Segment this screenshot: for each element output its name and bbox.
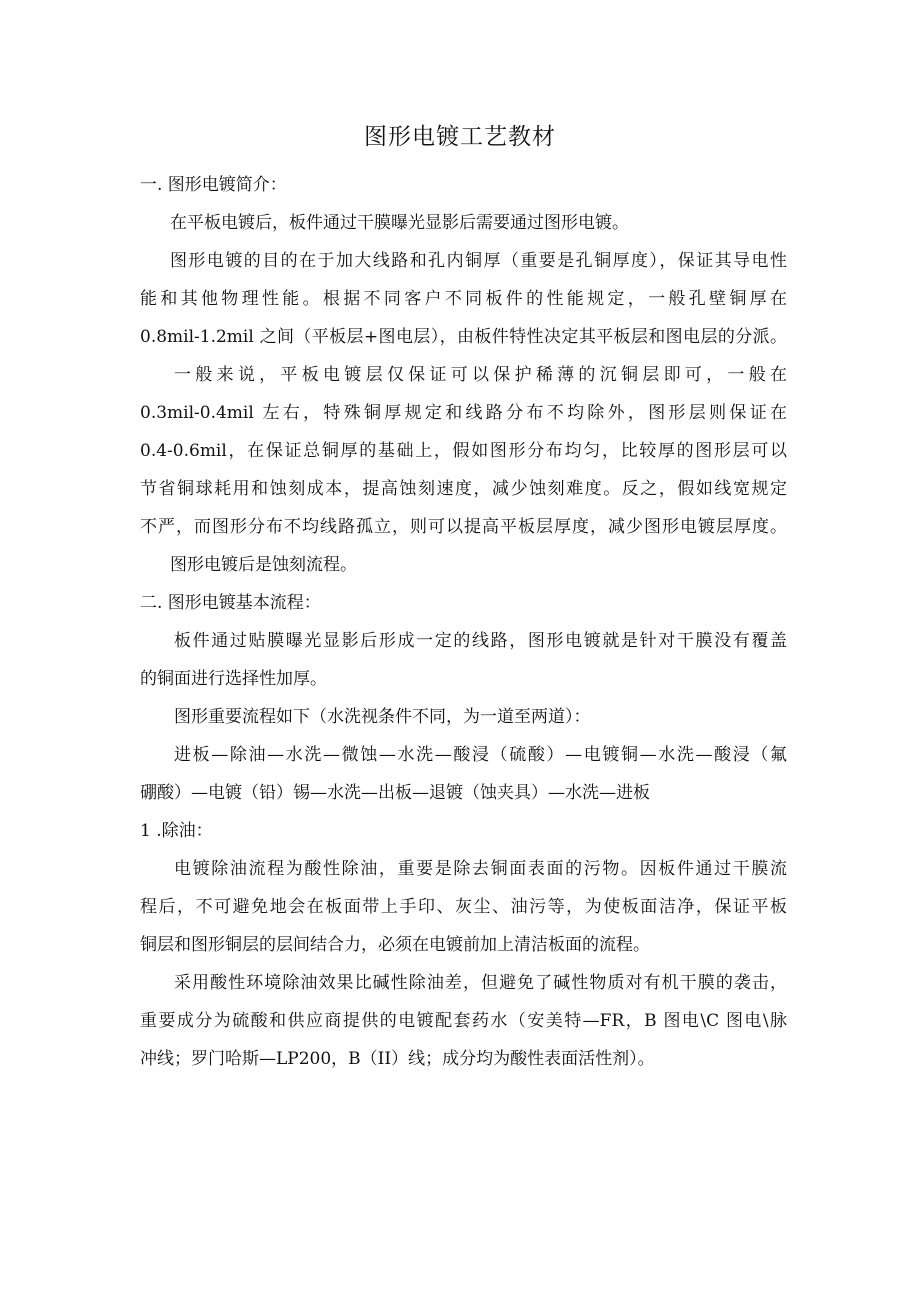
paragraph-line: 0.3mil-0.4mil 左右，特殊铜厚规定和线路分布不均除外，图形层则保证在 xyxy=(140,403,787,423)
paragraph-line: 一般来说，平板电镀层仅保证可以保护稀薄的沉铜层即可，一般在 xyxy=(174,365,787,385)
paragraph xyxy=(140,698,787,736)
paragraph xyxy=(140,204,787,242)
paragraph-line: 图形电镀后是蚀刻流程。 xyxy=(170,555,357,575)
paragraph xyxy=(140,242,787,356)
paragraph-line: 的铜面进行选择性加厚。 xyxy=(140,669,327,689)
paragraph-line: 能和其他物理性能。根据不同客户不同板件的性能规定，一般孔壁铜厚在 xyxy=(140,289,787,309)
paragraph-line: 重要成分为硫酸和供应商提供的电镀配套药水（安美特—FR，B 图电\C 图电\脉 xyxy=(140,1011,787,1031)
paragraph xyxy=(140,736,787,812)
paragraph-line: 冲线；罗门哈斯—LP200，B（II）线；成分均为酸性表面活性剂）。 xyxy=(140,1049,655,1069)
section-heading: 1 .除油： xyxy=(140,821,213,841)
paragraph-line: 进板—除油—水洗—微蚀—水洗—酸浸（硫酸）—电镀铜—水洗—酸浸（氟 xyxy=(174,745,787,765)
paragraph-line: 采用酸性环境除油效果比碱性除油差，但避免了碱性物质对有机干膜的袭击， xyxy=(174,973,787,993)
paragraph-line: 节省铜球耗用和蚀刻成本，提高蚀刻速度，减少蚀刻难度。反之，假如线宽规定 xyxy=(140,479,787,499)
paragraph-line: 硼酸）—电镀（铅）锡—水洗—出板—退镀（蚀夹具）—水洗—进板 xyxy=(140,783,650,803)
paragraph xyxy=(140,356,787,546)
paragraph-line: 电镀除油流程为酸性除油，重要是除去铜面表面的污物。因板件通过干膜流 xyxy=(174,859,787,879)
paragraph-line: 不严，而图形分布不均线路孤立，则可以提高平板层厚度，减少图形电镀层厚度。 xyxy=(140,517,787,537)
paragraph xyxy=(140,622,787,698)
paragraph-line: 0.4-0.6mil，在保证总铜厚的基础上，假如图形分布均匀，比较厚的图形层可以 xyxy=(140,441,787,461)
paragraph-line: 在平板电镀后，板件通过干膜曝光显影后需要通过图形电镀。 xyxy=(170,213,629,233)
paragraph-line: 板件通过贴膜曝光显影后形成一定的线路，图形电镀就是针对干膜没有覆盖 xyxy=(174,631,787,651)
document-title: 图形电镀工艺教材 xyxy=(364,124,556,150)
paragraph xyxy=(140,546,787,584)
paragraph-line: 图形电镀的目的在于加大线路和孔内铜厚（重要是孔铜厚度），保证其导电性 xyxy=(170,251,787,271)
paragraph-line: 程后，不可避免地会在板面带上手印、灰尘、油污等，为使板面洁净，保证平板 xyxy=(140,897,787,917)
paragraph-line: 铜层和图形铜层的层间结合力，必须在电镀前加上清洁板面的流程。 xyxy=(140,935,650,955)
paragraph xyxy=(140,850,787,964)
paragraph-line: 0.8mil-1.2mil 之间（平板层+图电层），由板件特性决定其平板层和图电层的分派。 xyxy=(140,327,787,347)
section-heading: 一. 图形电镀简介： xyxy=(140,175,287,195)
paragraph xyxy=(140,964,787,1078)
paragraph-line: 图形重要流程如下（水洗视条件不同，为一道至两道）： xyxy=(174,707,591,727)
section-heading: 二. 图形电镀基本流程： xyxy=(140,593,321,613)
